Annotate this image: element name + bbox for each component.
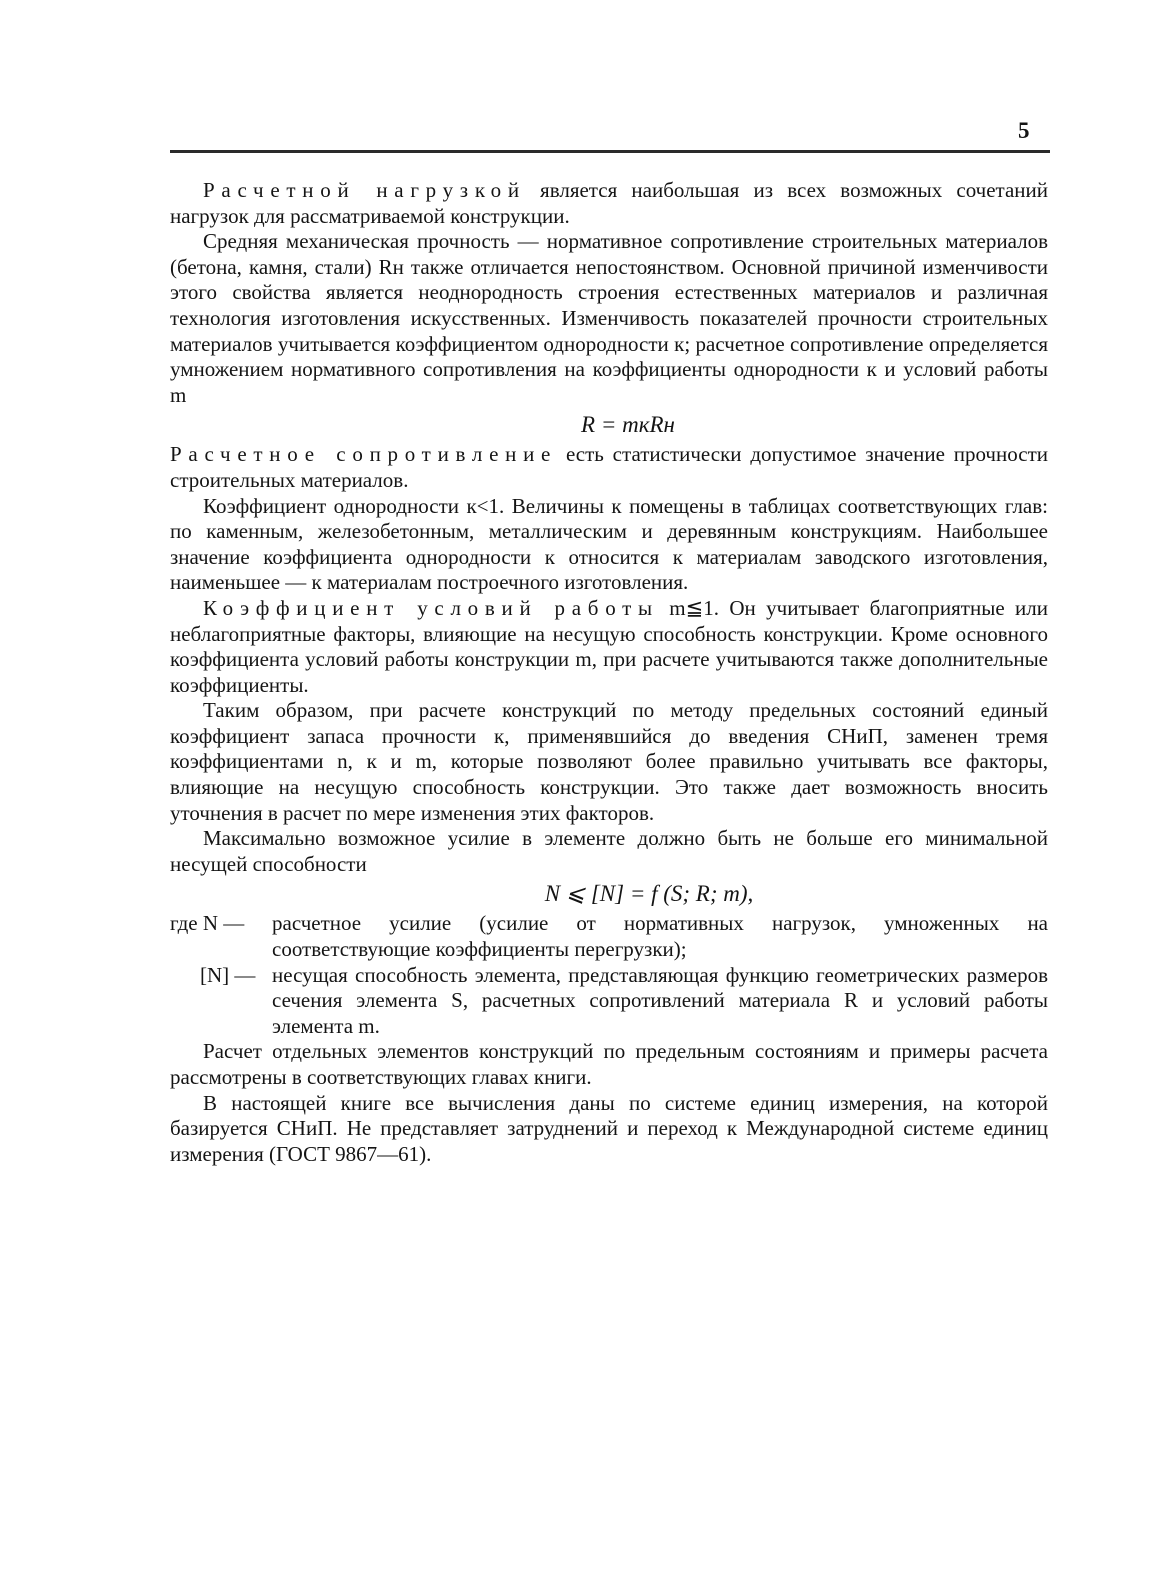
paragraph-limit-states: Таким образом, при расчете конструкций по методу предельных состояний единый коэффициент запаса прочности к, применявшийся до введения СНиП, заменен тремя коэффициентами n, к и m, которые позволяют более правильно учитывать все факторы, влияющие на несущую способность конструкции. Это также дает возможность вносить уточнения в расчет по мере изменения этих факторов. [170,698,1048,825]
header-rule [170,150,1050,153]
legend-desc-bracket-n: несущая способность элемента, представляющая функцию геометрических размеров сечения элемента S, расчетных сопротивлений материала R и условий работы элемента m. [272,962,1048,1038]
term-design-resistance: Расчетное сопротивление [170,442,558,467]
paragraph-design-load-text: является наибольшая из всех возможных сочетаний нагрузок для рассматриваемой конструкции. [170,178,1048,228]
term-design-load: Расчетной нагрузкой [203,178,526,202]
paragraph-unit-system: В настоящей книге все вычисления даны по системе единиц измерения, на которой базируется СНиП. Не представляет затруднений и переход к Международной системе единиц измерения (ГОСТ 9867—61). [170,1090,1048,1166]
paragraph-design-resistance-text: есть статистически допустимое значение прочности строительных материалов. [170,442,1048,492]
legend-desc-n: расчетное усилие (усилие от нормативных нагрузок, умноженных на соответствующие коэффициенты перегрузки); [272,911,1048,962]
formula-bearing-capacity: N ⩽ [N] = f (S; R; m), [544,881,754,907]
paragraph-design-load [170,178,1048,229]
paragraph-working-conditions [170,596,1048,698]
paragraph-design-resistance [170,442,1048,493]
term-working-conditions: Коэффициент условий работы [203,595,659,620]
paragraph-max-force: Максимально возможное усилие в элементе должно быть не больше его минимальной несущей способности [170,826,1048,876]
legend-term-n: где N — [170,911,245,936]
paragraph-mean-strength: Средняя механическая прочность — нормативное сопротивление строительных материалов (бетона, камня, стали) Rн также отличается непостоянством. Основной причиной изменчивости этого свойства является неоднородность строения естественных материалов и различная технология изготовления искусственных. Изменчивость показателей прочности строительных материалов учитывается коэффициентом однородности к; расчетное сопротивление определяется умножением нормативного сопротивления на коэффициенты однородности к и условий работы m [170,229,1048,407]
legend-term-bracket-n: [N] — [200,962,256,987]
legend-item-n [170,911,1048,962]
paragraph-working-conditions-text: m≦1. Он учитывает благоприятные или неблагоприятные факторы, влияющие на несущую способность конструкции. Кроме основного коэффициента условий работы конструкции m, при расчете учитываются также дополнительные коэффициенты. [170,595,1049,697]
page-body [170,178,1048,1167]
page-number: 5 [1018,118,1030,143]
formula-design-resistance: R = mкRн [581,412,675,438]
paragraph-calculation-examples: Расчет отдельных элементов конструкций по предельным состояниям и примеры расчета рассмотрены в соответствующих главах книги. [170,1039,1048,1089]
paragraph-homogeneity-coefficient: Коэффициент однородности к<1. Величины к помещены в таблицах соответствующих глав: по каменным, железобетонным, металлическим и деревянным конструкциям. Наибольшее значение коэффициента однородности к относится к материалам заводского изготовления, наименьшее — к материалам построечного изготовления. [170,493,1048,595]
legend-item-bracket-n [170,963,1048,1040]
